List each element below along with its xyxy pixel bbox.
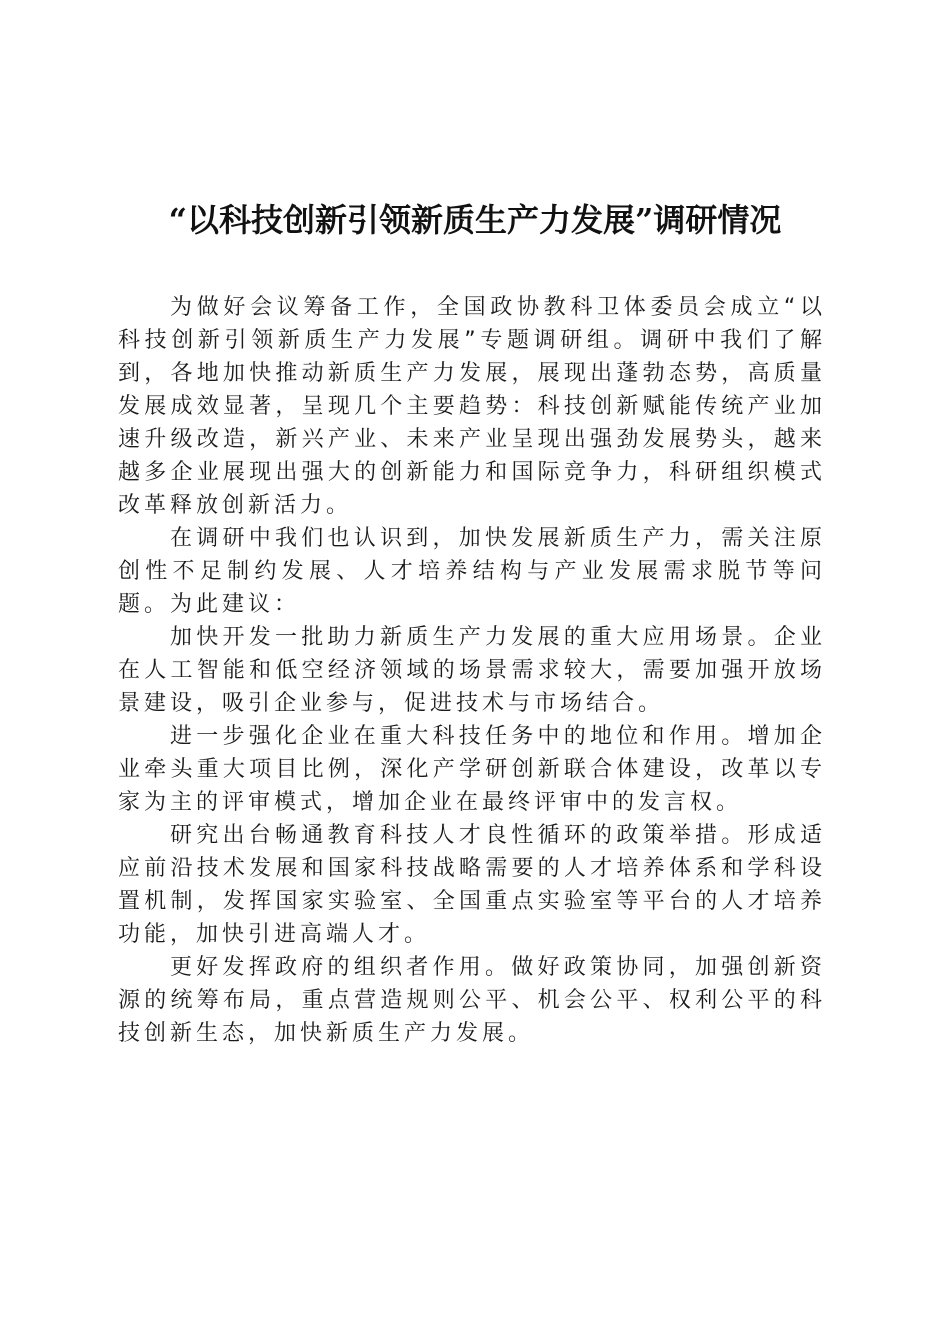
- paragraph-suggestion-scenarios: 加快开发一批助力新质生产力发展的重大应用场景。企业在人工智能和低空经济领域的场景需求较大，需要加强开放场景建设，吸引企业参与，促进技术与市场结合。: [118, 625, 826, 716]
- paragraph-suggestion-talent: 研究出台畅通教育科技人才良性循环的政策举措。形成适应前沿技术发展和国家科技战略需要的人才培养体系和学科设置机制，发挥国家实验室、全国重点实验室等平台的人才培养功能，加快引进高端人才。: [118, 823, 826, 947]
- document-title: “以科技创新引领新质生产力发展”调研情况: [168, 201, 782, 239]
- paragraph-suggestion-enterprise: 进一步强化企业在重大科技任务中的地位和作用。增加企业牵头重大项目比例，深化产学研创新联合体建设，改革以专家为主的评审模式，增加企业在最终评审中的发言权。: [118, 724, 826, 815]
- paragraph-suggestion-government: 更好发挥政府的组织者作用。做好政策协同，加强创新资源的统筹布局，重点营造规则公平、机会公平、权利公平的科技创新生态，加快新质生产力发展。: [118, 955, 826, 1046]
- paragraph-issues: 在调研中我们也认识到，加快发展新质生产力，需关注原创性不足制约发展、人才培养结构与产业发展需求脱节等问题。为此建议：: [118, 526, 826, 617]
- document-body: [118, 291, 826, 1050]
- paragraph-intro: 为做好会议筹备工作，全国政协教科卫体委员会成立“以科技创新引领新质生产力发展”专题调研组。调研中我们了解到，各地加快推动新质生产力发展，展现出蓬勃态势，高质量发展成效显著，呈现几个主要趋势：科技创新赋能传统产业加速升级改造，新兴产业、未来产业呈现出强劲发展势头，越来越多企业展现出强大的创新能力和国际竞争力，科研组织模式改革释放创新活力。: [118, 295, 826, 518]
